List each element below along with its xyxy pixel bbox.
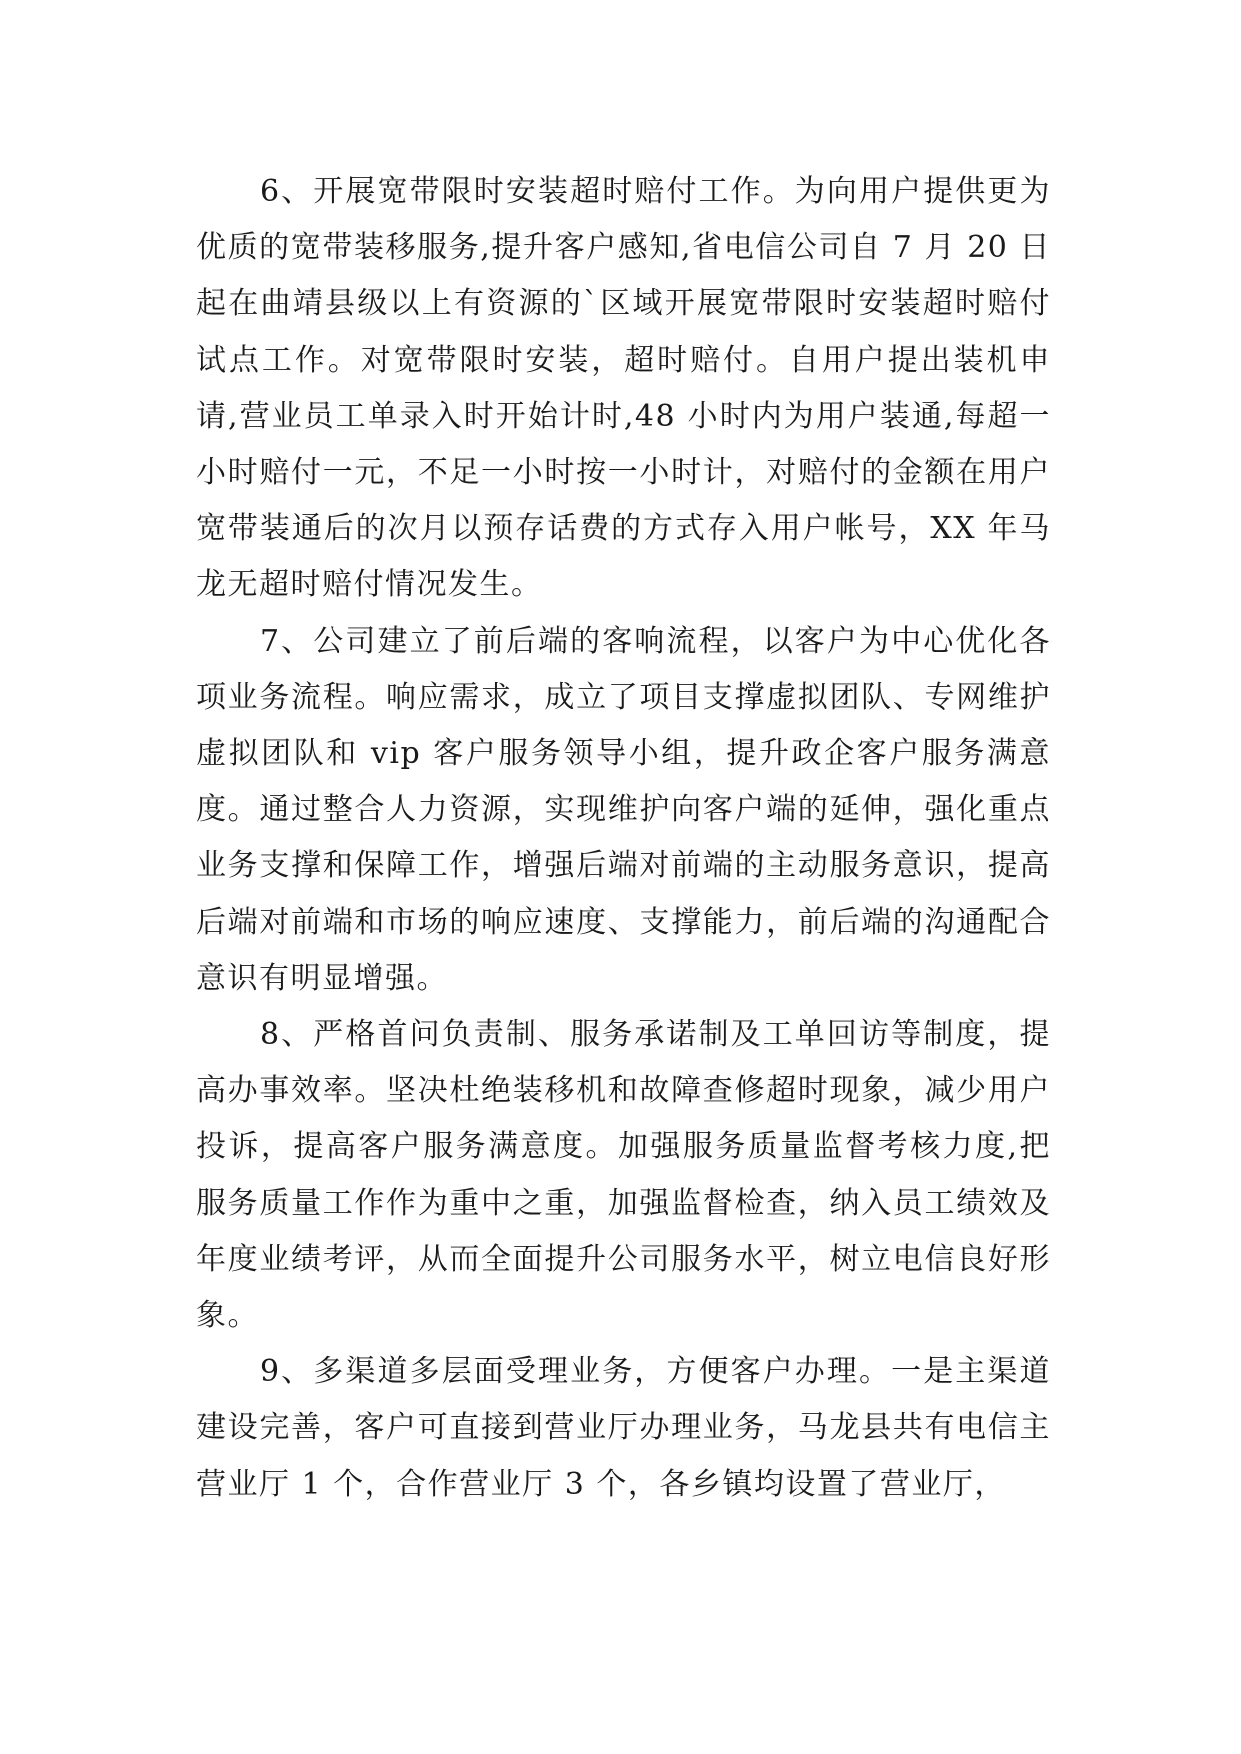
paragraph-8: 8、严格首问负责制、服务承诺制及工单回访等制度，提高办事效率。坚决杜绝装移机和故障查修超时现象，减少用户投诉，提高客户服务满意度。加强服务质量监督考核力度,把服务质量工作作为重中之重，加强监督检查，纳入员工绩效及年度业绩考评，从而全面提升公司服务水平，树立电信良好形象。 (196, 1017, 1051, 1334)
paragraph-7: 7、公司建立了前后端的客响流程，以客户为中心优化各项业务流程。响应需求，成立了项目支撑虚拟团队、专网维护虚拟团队和 vip 客户服务领导小组，提升政企客户服务满意度。通过整合人力资源，实现维护向客户端的延伸，强化重点业务支撑和保障工作，增强后端对前端的主动服务意识，提高后端对前端和市场的响应速度、支撑能力，前后端的沟通配合意识有明显增强。 (196, 623, 1051, 996)
paragraph-9: 9、多渠道多层面受理业务，方便客户办理。一是主渠道建设完善，客户可直接到营业厅办理业务，马龙县共有电信主营业厅 1 个，合作营业厅 3 个，各乡镇均设置了营业厅， (196, 1354, 1051, 1502)
body-text (196, 164, 1051, 1513)
paragraph-6: 6、开展宽带限时安装超时赔付工作。为向用户提供更为优质的宽带装移服务,提升客户感知,省电信公司自 7 月 20 日起在曲靖县级以上有资源的`区域开展宽带限时安装超时赔付试点工作。对宽带限时安装，超时赔付。自用户提出装机申请,营业员工单录入时开始计时,48 小时内为用户装通,每超一小时赔付一元，不足一小时按一小时计，对赔付的金额在用户宽带装通后的次月以预存话费的方式存入用户帐号，XX 年马龙无超时赔付情况发生。 (196, 174, 1051, 603)
